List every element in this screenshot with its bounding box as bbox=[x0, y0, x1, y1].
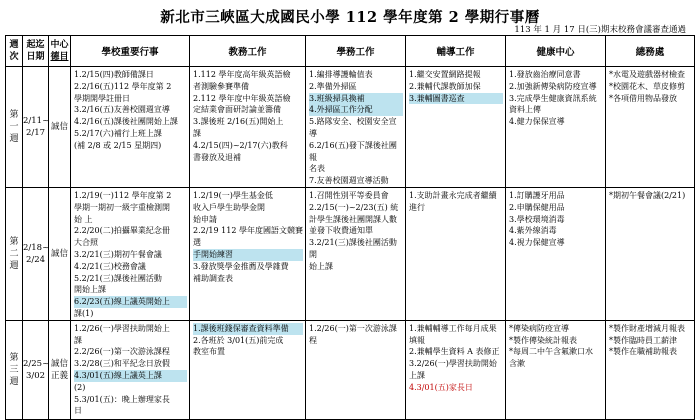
cell-line: 3.發放獎學金推薦及學雜費 bbox=[193, 261, 289, 271]
header-center-a: 中心 bbox=[50, 40, 69, 50]
health-cell bbox=[506, 187, 606, 320]
cell-line: 1.2/15(四)教師備課日 bbox=[74, 70, 154, 79]
health-cell bbox=[506, 67, 606, 188]
center-cell: 誠信 bbox=[49, 187, 71, 320]
cell-line: 4.2/16(五)課後社團開始上課 bbox=[74, 117, 178, 127]
cell-line: 大合照 bbox=[74, 238, 98, 248]
cell-line: 4.視力保健宣導 bbox=[509, 238, 565, 248]
cell-line: 2.準備外掃區 bbox=[309, 81, 357, 91]
academic-cell bbox=[190, 187, 306, 320]
cell-line: *製作財產增減月報表 bbox=[609, 323, 685, 333]
header-school: 學校重要行事 bbox=[71, 36, 190, 67]
cell-line: 4.紫外線消毒 bbox=[509, 226, 557, 236]
date-start: 2/11~ bbox=[23, 115, 50, 126]
academic-cell bbox=[190, 320, 306, 419]
date-end: 2/17 bbox=[25, 127, 46, 138]
header-date bbox=[23, 36, 49, 67]
guidance-cell bbox=[406, 67, 506, 188]
cell-line: 3.2/26(一)學習扶助開始 bbox=[409, 359, 497, 369]
cell-line: 含漱 bbox=[509, 359, 525, 369]
table-row bbox=[6, 67, 695, 188]
cell-line: 填報 bbox=[409, 335, 425, 345]
header-guidance: 輔導工作 bbox=[406, 36, 506, 67]
school-cell bbox=[71, 187, 190, 320]
academic-cell bbox=[190, 67, 306, 188]
header-center bbox=[49, 36, 71, 67]
cell-line: 1.編排導護輪值表 bbox=[309, 70, 373, 79]
date-cell bbox=[23, 320, 49, 419]
cell-line: 計學生課後社團開課人數 bbox=[309, 214, 397, 224]
date-end: 2/24 bbox=[25, 254, 46, 265]
cell-line: 書發放及退補 bbox=[193, 152, 241, 162]
cell-line: 始上課 bbox=[309, 261, 333, 271]
cell-line: 5.3/01(五)：晚上辦理家長 bbox=[74, 394, 170, 404]
school-cell bbox=[71, 320, 190, 419]
cell-line: 1.2/26(一)第一次游泳課程 bbox=[309, 323, 397, 345]
calendar-table bbox=[5, 35, 695, 420]
cell-line: 4.健力保保宣導 bbox=[509, 117, 565, 127]
header-academic: 教務工作 bbox=[190, 36, 306, 67]
cell-line: *製作在職補助報表 bbox=[609, 347, 677, 357]
cell-line: 者測驗參賽準備 bbox=[193, 81, 249, 91]
cell-line: 4.2/21(三)校務會議 bbox=[74, 261, 146, 271]
header-date-a: 起迄 bbox=[26, 40, 45, 50]
cell-line: *各項借用物品發放 bbox=[609, 93, 677, 103]
cell-line: (補 2/8 或 2/15 星期四) bbox=[74, 140, 162, 150]
cell-line: *期初午餐會議(2/21) bbox=[609, 190, 686, 200]
cell-line: 收入戶學生助學金開 bbox=[193, 202, 265, 212]
cell-line: 並發下收費通知單 bbox=[309, 226, 373, 236]
general-cell bbox=[606, 67, 695, 188]
cell-line: 1.2/26(一)學習扶助開始上 bbox=[74, 323, 170, 333]
cell-line: 1.支助計畫永完成者繼續 bbox=[409, 190, 497, 200]
header-student: 學務工作 bbox=[306, 36, 406, 67]
header-health: 健康中心 bbox=[506, 36, 606, 67]
cell-line: 定結業會面研討論並籌備 bbox=[193, 105, 281, 115]
cell-line: 7.友善校園週宣導活動 bbox=[309, 176, 389, 186]
cell-line: 6.2/16(五)發下課後社團報 bbox=[309, 140, 397, 162]
cell-line: 始 上 bbox=[74, 214, 93, 224]
cell-line: 6.2/23(五)線上議英開始上 bbox=[74, 296, 187, 308]
cell-line: 3.兼輔圖書巡查 bbox=[409, 93, 503, 105]
cell-line: 課 bbox=[74, 335, 82, 345]
cell-line: 3.完成學生健康資訊系統 bbox=[509, 93, 597, 103]
cell-line: *校園花木、草皮修剪 bbox=[609, 81, 685, 91]
cell-line: 5.路隊安全、校園安全宣導 bbox=[309, 117, 397, 138]
cell-line: 日 bbox=[74, 406, 82, 416]
week-cell: 第三週 bbox=[6, 320, 23, 419]
header-date-b: 日期 bbox=[26, 52, 45, 62]
general-cell bbox=[606, 187, 695, 320]
center-cell: 誠信 bbox=[49, 67, 71, 188]
cell-line: (2) bbox=[74, 382, 86, 392]
cell-line: 1.訂購護牙用品 bbox=[509, 190, 565, 200]
cell-line: 1.繼交安置網路提報 bbox=[409, 70, 481, 79]
cell-line: 5.2/17(六)補行上班上課 bbox=[74, 128, 162, 138]
cell-line: 2.2/16(五)112 學年度第 2 bbox=[74, 81, 172, 91]
cell-line: 2.2/20(二)拍攝畢業紀念冊 bbox=[74, 226, 170, 236]
page-title: 新北市三峽區大成國民小學 112 學年度第 2 學期行事曆 bbox=[160, 9, 540, 26]
cell-line: *製作臨時員工薪津 bbox=[609, 335, 677, 345]
cell-line: 3.2/16(五)友善校園週宣導 bbox=[74, 105, 170, 115]
cell-line: 3.學校環境消毒 bbox=[509, 214, 565, 224]
guidance-cell bbox=[406, 320, 506, 419]
date-cell bbox=[23, 187, 49, 320]
cell-line: 2.2/15(一)~2/23(五) 統 bbox=[309, 202, 399, 212]
cell-line: 4.3/01(五)線上議英上課 bbox=[74, 370, 187, 382]
cell-line: 課(1) bbox=[74, 308, 94, 318]
cell-line: 4.外掃區工作分配 bbox=[309, 104, 403, 116]
cell-line: 課 bbox=[193, 128, 201, 138]
cell-line: 2.2/26(一)第一次游泳課程 bbox=[74, 347, 170, 357]
cell-line: 4.2/15(四)~2/17(六)教科 bbox=[193, 140, 288, 150]
cell-line: 始申請 bbox=[193, 214, 217, 224]
cell-line: 開始上課 bbox=[74, 285, 106, 295]
school-cell bbox=[71, 67, 190, 188]
date-cell bbox=[23, 67, 49, 188]
date-start: 2/25~ bbox=[23, 358, 50, 369]
approval-note: 113 年 1 月 17 日(三)期末校務會議審查通過 bbox=[514, 25, 686, 35]
cell-line: 2.兼輔學生資料 A 表修正 bbox=[409, 347, 500, 357]
date-start: 2/18~ bbox=[23, 242, 50, 253]
cell-line: 1.召開性別平等委員會 bbox=[309, 190, 389, 200]
cell-line: 資料上傳 bbox=[509, 105, 541, 115]
cell-line: 上課 bbox=[409, 370, 425, 380]
cell-line: 3.班級掃具換補 bbox=[309, 93, 403, 105]
cell-line: 1.課後班錢保審查資料準備 bbox=[193, 323, 303, 335]
table-row bbox=[6, 320, 695, 419]
cell-line: *每周二中午含氟漱口水 bbox=[509, 347, 593, 357]
date-end: 3/02 bbox=[25, 370, 46, 381]
cell-line: 3.課後班 2/16(五)開始上 bbox=[193, 117, 284, 127]
cell-line: 1.兼輔輔導工作每月成果 bbox=[409, 323, 497, 333]
header-center-b: 德目 bbox=[50, 52, 69, 62]
center-cell: 誠信正義 bbox=[49, 320, 71, 419]
general-cell bbox=[606, 320, 695, 419]
cell-line: *傳染病防疫宣導 bbox=[509, 323, 569, 333]
student-cell bbox=[306, 320, 406, 419]
health-cell bbox=[506, 320, 606, 419]
cell-line: 1.發放齒治療同意書 bbox=[509, 70, 581, 79]
header-general: 總務處 bbox=[606, 36, 695, 67]
cell-line: 2.兼輔代課教師加保 bbox=[409, 81, 481, 91]
cell-line: *製作傳染統計報表 bbox=[509, 335, 577, 345]
week-cell: 第二週 bbox=[6, 187, 23, 320]
cell-line: 學期一期初一級字重檢測開 bbox=[74, 202, 170, 212]
cell-line: 2.2/19 112 學年度國語文競賽選 bbox=[193, 226, 303, 248]
cell-line: 1.2/19(一)112 學年度第 2 bbox=[74, 190, 172, 200]
cell-line: 5.2/21(三)課後社團活動 bbox=[74, 273, 162, 283]
cell-line: 2.申購保健用品 bbox=[509, 202, 565, 212]
cell-line: 3.2/28(三)和平紀念日放假 bbox=[74, 359, 170, 369]
header-week: 週次 bbox=[6, 36, 23, 67]
cell-line: 手開始練習 bbox=[193, 249, 303, 261]
guidance-cell bbox=[406, 187, 506, 320]
student-cell bbox=[306, 187, 406, 320]
cell-line: *水電及遊戲器材檢查 bbox=[609, 70, 685, 79]
cell-line: 3.2/21(三)期初午餐會議 bbox=[74, 249, 162, 259]
student-cell bbox=[306, 67, 406, 188]
cell-line: 學期開學註冊日 bbox=[74, 93, 130, 103]
cell-line: 1.112 學年度高年級英語檢 bbox=[193, 70, 291, 79]
cell-line: 2.加強新傳染病防疫宣導 bbox=[509, 81, 597, 91]
cell-line: 進行 bbox=[409, 202, 425, 212]
cell-line: 1.2/19(一)學生基金低 bbox=[193, 190, 273, 200]
cell-line: 教室布置 bbox=[193, 347, 225, 357]
cell-line: 3.2/21(三)課後社團活動開 bbox=[309, 238, 397, 259]
cell-line: 名表 bbox=[309, 164, 325, 174]
table-row bbox=[6, 187, 695, 320]
week-cell: 第一週 bbox=[6, 67, 23, 188]
header-row bbox=[6, 36, 695, 67]
cell-line: 2.112 學年度中年級英語檢 bbox=[193, 93, 291, 103]
cell-line: 補助調查表 bbox=[193, 273, 233, 283]
cell-line: 4.3/01(五)家長日 bbox=[409, 382, 473, 392]
cell-line: 2.各班於 3/01(五)前完成 bbox=[193, 335, 284, 345]
